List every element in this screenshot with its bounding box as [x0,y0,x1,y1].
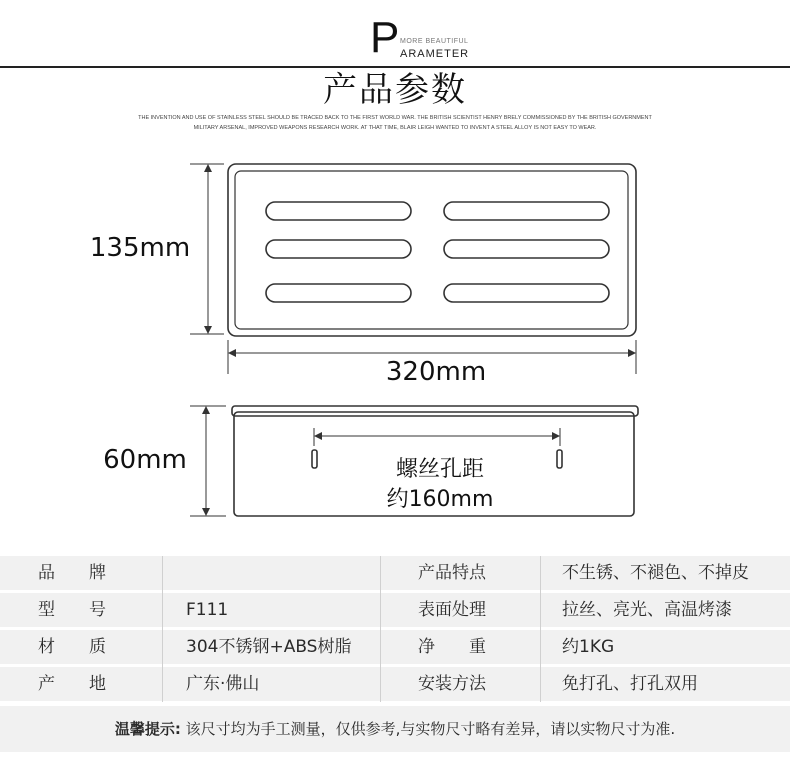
top-view-inner-frame [235,171,628,329]
spec-value: 约1KG [562,637,615,657]
spec-label: 净 重 [418,637,486,657]
description-line-2: MILITARY ARSENAL, IMPROVED WEAPONS RESEARCH WORK. AT THAT TIME, BLAIR LEIGH WANTED TO INVENT A STEEL ALLOY IS NOT EASY TO WEAR. [193,125,597,131]
table-column-divider [162,556,163,702]
logo-tagline: MORE BEAUTIFUL [400,38,469,45]
height-label: 135mm [89,233,191,263]
description-line-1: THE INVENTION AND USE OF STAINLESS STEEL SHOULD BE TRACED BACK TO THE FIRST WORLD WAR. THE BRITISH SCIENTIST HENRY BRELY COMMISSIONED BY THE BRITISH GOVERNMENT [138,115,652,121]
width-label: 320mm [385,357,487,387]
spec-value: F111 [186,600,229,620]
height-dimension-135 [190,164,224,334]
spec-value: 304不锈钢+ABS树脂 [186,637,352,657]
spec-label: 产品特点 [418,563,486,583]
side-view-lip [232,406,638,416]
page-title: 产品参数 [323,70,467,110]
screw-hole-right [557,450,562,468]
screw-hole-left [312,450,317,468]
screw-label-line1: 螺丝孔距 [395,457,485,482]
spec-label: 品 牌 [38,563,106,583]
drain-slot [444,240,609,258]
table-row [0,630,790,664]
product-dimension-diagram [0,140,790,540]
note-text: 该尺寸均为手工测量，仅供参考,与实物尺寸略有差异，请以实物尺寸为准. [180,720,676,738]
spec-value: 免打孔、打孔双用 [562,674,698,694]
spec-label: 材 质 [38,637,106,657]
header-divider [0,66,790,68]
screw-spacing-dimension [314,428,560,446]
spec-value: 广东·佛山 [186,674,260,694]
height-dimension-60 [190,406,226,516]
table-row [0,556,790,590]
note-prefix: 温馨提示: [114,720,181,738]
measurement-note [0,706,790,752]
spec-label: 安装方法 [418,674,486,694]
drain-slot [444,202,609,220]
logo-text: ARAMETER [400,48,470,60]
top-view-outer-frame [228,164,636,336]
spec-label: 表面处理 [418,600,486,620]
table-row [0,593,790,627]
header [0,0,790,131]
table-column-divider [380,556,381,702]
drain-slot [266,284,411,302]
side-height-label: 60mm [103,445,187,475]
table-column-divider [540,556,541,702]
spec-value: 拉丝、亮光、高温烤漆 [562,600,732,620]
spec-label: 产 地 [38,674,106,694]
spec-label: 型 号 [38,600,106,620]
screw-label-line2: 约160mm [386,487,494,512]
drain-slot [266,202,411,220]
drain-slot [266,240,411,258]
spec-value: 不生锈、不褪色、不掉皮 [562,563,749,583]
logo-initial: P [370,13,400,62]
top-view [228,164,636,336]
table-row [0,667,790,701]
drain-slot [444,284,609,302]
